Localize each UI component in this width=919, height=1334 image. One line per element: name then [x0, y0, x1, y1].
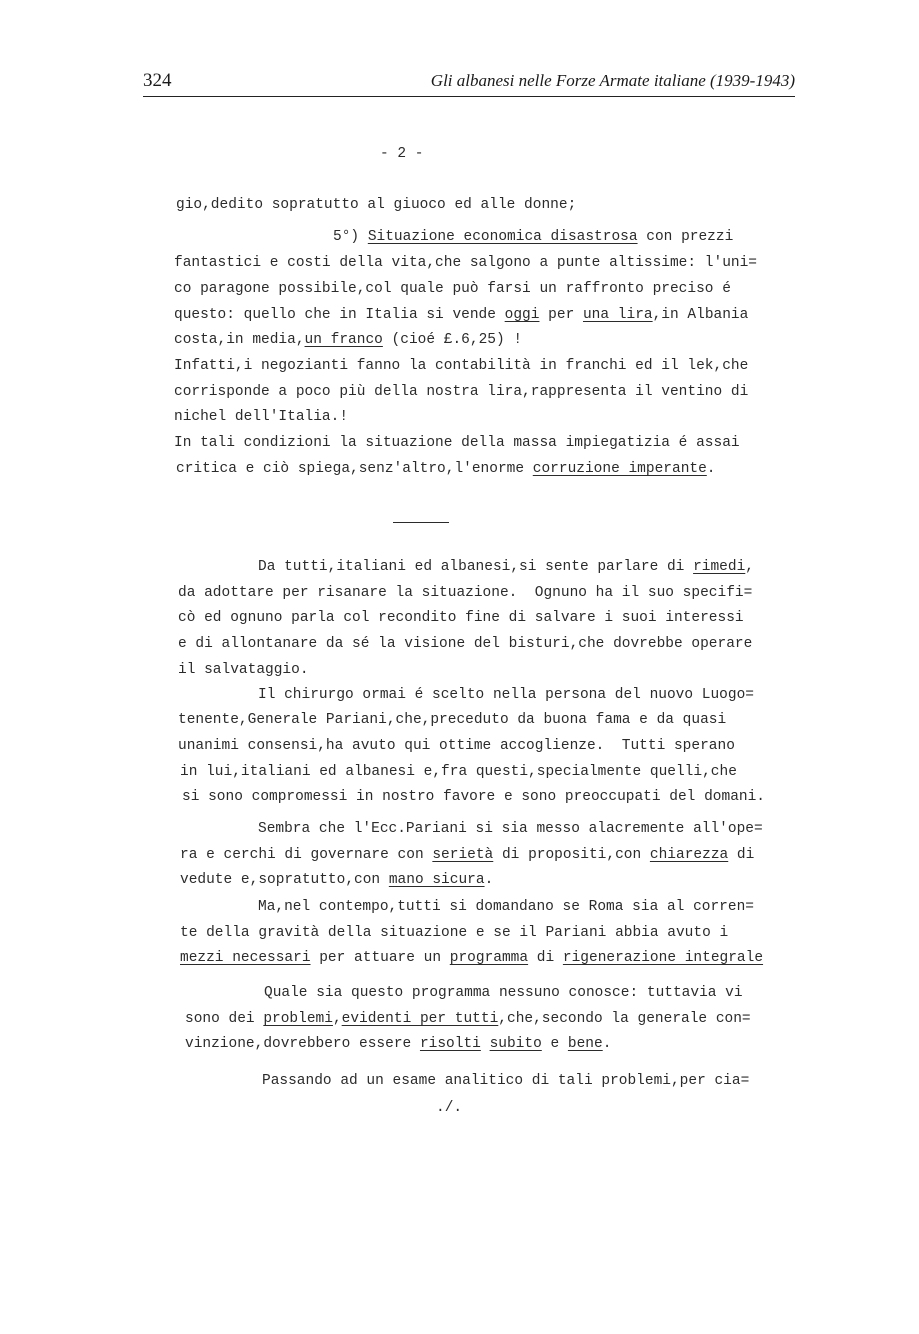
text-run: Infatti,i negozianti fanno la contabilità in franchi ed il lek,che — [174, 358, 749, 374]
typed-line — [262, 1073, 749, 1089]
typed-line — [182, 789, 765, 805]
text-run: per — [539, 307, 583, 323]
typed-line — [264, 985, 743, 1001]
text-run: cò ed ognuno parla col recondito fine di salvare i suoi interessi — [178, 610, 744, 626]
continuation-mark: ./. — [436, 1100, 463, 1116]
text-run: , — [745, 559, 754, 575]
section-divider — [393, 522, 449, 523]
typed-line — [178, 636, 752, 652]
text-run: ra e cerchi di governare con — [180, 847, 433, 863]
text-run: unanimi consensi,ha avuto qui ottime accoglienze. Tutti sperano — [178, 738, 735, 754]
typed-line — [178, 662, 309, 678]
text-run: . — [484, 872, 494, 888]
typed-line — [178, 610, 744, 626]
text-run: vinzione,dovrebbero essere — [185, 1036, 420, 1052]
text-run: ,in Albania — [652, 307, 749, 323]
text-run: di propositi,con — [493, 847, 650, 863]
underlined-phrase: risolti — [419, 1036, 481, 1052]
text-run — [481, 1036, 490, 1052]
text-run: . — [706, 461, 716, 477]
text-run: costa,in media, — [174, 332, 305, 348]
typed-line — [174, 384, 748, 400]
underlined-phrase: rimedi — [693, 559, 746, 575]
underlined-phrase: chiarezza — [649, 847, 729, 863]
typed-line — [174, 435, 740, 451]
text-run: Da tutti,italiani ed albanesi,si sente parlare di — [258, 559, 694, 575]
underlined-phrase: problemi — [263, 1011, 333, 1027]
text-run: Sembra che l'Ecc.Pariani si sia messo alacremente all'ope= — [258, 821, 763, 837]
typed-line — [180, 872, 493, 888]
typed-line — [258, 687, 754, 703]
underlined-phrase: rigenerazione integrale — [562, 950, 764, 966]
text-run: Passando ad un esame analitico di tali problemi,per cia= — [262, 1073, 750, 1089]
typed-line — [258, 559, 754, 575]
page-header — [143, 66, 795, 97]
underlined-phrase: programma — [449, 950, 529, 966]
text-run: corrisponde a poco più della nostra lira,rappresenta il ventino di — [174, 384, 749, 400]
text-run: critica e ciò spiega,senz'altro,l'enorme — [176, 461, 533, 477]
typed-line — [180, 950, 763, 966]
text-run: 5°) — [333, 229, 368, 245]
text-run: . — [602, 1036, 612, 1052]
text-run: tenente,Generale Pariani,che,preceduto da buona fama e da quasi — [178, 712, 727, 728]
underlined-phrase: un franco — [304, 332, 383, 348]
underlined-phrase: corruzione imperante — [532, 461, 707, 477]
text-run: in lui,italiani ed albanesi e,fra questi,specialmente quelli,che — [180, 764, 737, 780]
page-number: 324 — [143, 70, 172, 91]
text-run: In tali condizioni la situazione della massa impiegatizia é assai — [174, 435, 740, 451]
typed-line — [174, 332, 522, 348]
text-run: con prezzi — [637, 229, 734, 245]
typed-line — [178, 585, 752, 601]
underlined-phrase: evidenti per tutti — [341, 1011, 499, 1027]
text-run: per attuare un — [310, 950, 450, 966]
text-run: e — [541, 1036, 568, 1052]
underlined-phrase: bene — [567, 1036, 603, 1052]
typed-line — [185, 1036, 611, 1052]
text-run: Ma,nel contempo,tutti si domandano se Roma sia al corren= — [258, 899, 754, 915]
underlined-phrase: mano sicura — [388, 872, 485, 888]
text-run: ,che,secondo la generale con= — [498, 1011, 751, 1027]
text-run: di — [528, 950, 563, 966]
typed-line — [174, 281, 731, 297]
typed-line — [333, 229, 733, 245]
text-run: questo: quello che in Italia si vende — [174, 307, 505, 323]
typed-line — [180, 925, 728, 941]
underlined-phrase: Situazione economica disastrosa — [367, 229, 638, 245]
underlined-phrase: subito — [489, 1036, 542, 1052]
typed-line — [180, 847, 754, 863]
text-run: sono dei — [185, 1011, 264, 1027]
text-run: e di allontanare da sé la visione del bisturi,che dovrebbe operare — [178, 636, 753, 652]
running-title: Gli albanesi nelle Forze Armate italiane (1939-1943) — [430, 71, 795, 90]
typed-line — [185, 1011, 751, 1027]
underlined-phrase: una lira — [582, 307, 653, 323]
text-run: Il chirurgo ormai é scelto nella persona del nuovo Luogo= — [258, 687, 754, 703]
text-run: si sono compromessi in nostro favore e sono preoccupati del domani. — [182, 789, 765, 805]
text-run: vedute e,sopratutto,con — [180, 872, 389, 888]
text-run: Quale sia questo programma nessuno conosce: tuttavia vi — [264, 985, 743, 1001]
typed-line — [178, 712, 726, 728]
text-run: , — [332, 1011, 342, 1027]
typed-line — [174, 307, 748, 323]
typed-line — [174, 409, 348, 425]
typed-line — [174, 358, 748, 374]
text-run: co paragone possibile,col quale può farsi un raffronto preciso é — [174, 281, 731, 297]
text-run: fantastici e costi della vita,che salgono a punte altissime: l'uni= — [174, 255, 757, 271]
text-run: gio,dedito sopratutto al giuoco ed alle donne; — [176, 197, 577, 213]
underlined-phrase: serietà — [432, 847, 494, 863]
text-run: te della gravità della situazione e se il Pariani abbia avuto i — [180, 925, 729, 941]
underlined-phrase: oggi — [504, 307, 540, 323]
text-run: nichel dell'Italia.! — [174, 409, 349, 425]
typed-page-marker: - 2 - — [380, 146, 424, 162]
typed-line — [258, 899, 754, 915]
text-run: da adottare per risanare la situazione. Ognuno ha il suo specifi= — [178, 585, 753, 601]
typed-line — [174, 255, 757, 271]
underlined-phrase: mezzi necessari — [180, 950, 311, 966]
text-run: (cioé £.6,25) ! — [382, 332, 523, 348]
typed-line — [176, 461, 716, 477]
typed-line — [258, 821, 763, 837]
text-run: il salvataggio. — [178, 662, 309, 678]
text-run: di — [728, 847, 755, 863]
typed-line — [176, 197, 576, 213]
typed-line — [180, 764, 737, 780]
typed-line — [178, 738, 735, 754]
